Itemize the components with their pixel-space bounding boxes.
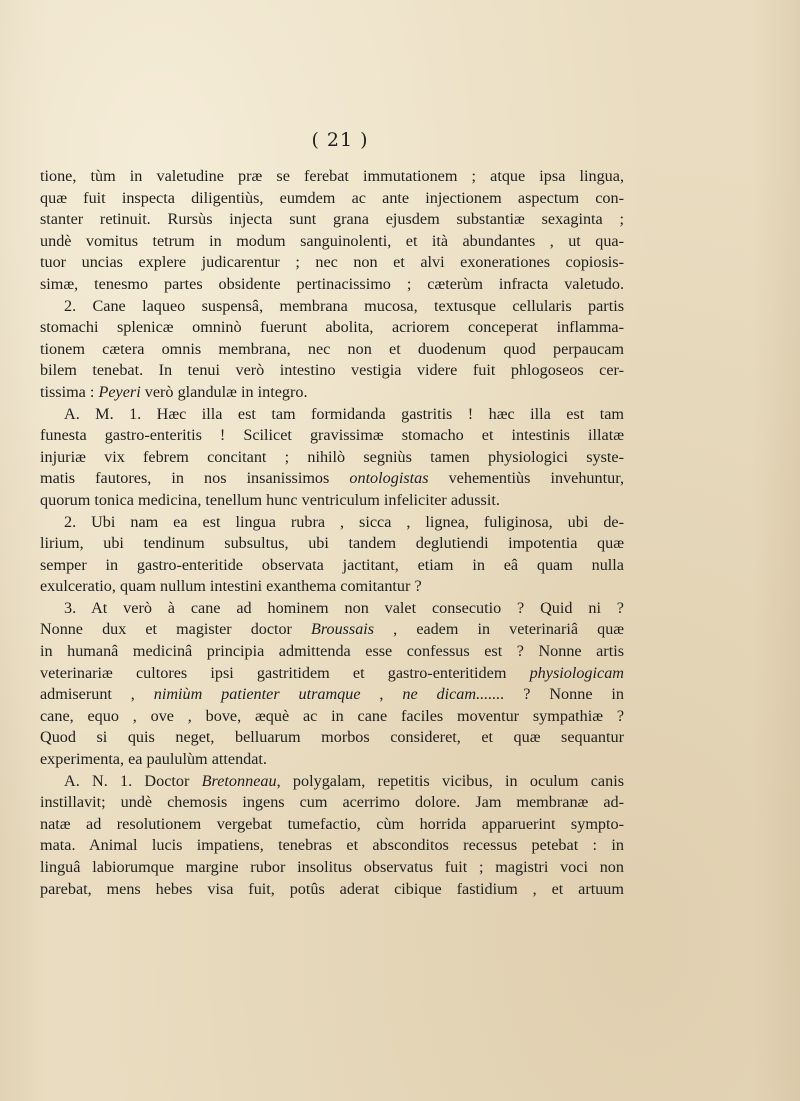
italic-text: ne dicam.......: [402, 685, 505, 704]
italic-text: nimiùm patienter utramque: [153, 685, 361, 704]
text-line: admiserunt , nimiùm patienter utramque , ne dicam....... ? Nonne in: [40, 685, 624, 704]
text-line: semper in gastro-enteritide observata jactitant, etiam in eâ quam nulla: [40, 555, 624, 574]
text-line: natæ ad resolutionem vergebat tumefactio, cùm horrida apparuerint sympto-: [40, 814, 624, 833]
body-text: [40, 166, 624, 900]
text-line: experimenta, ea paululùm attendat.: [40, 750, 267, 769]
text-line: tione, tùm in valetudine præ se ferebat immutationem ; atque ipsa lingua,: [40, 167, 624, 185]
page-number: ( 21 ): [311, 129, 369, 151]
text-line: quorum tonica medicina, tenellum hunc ventriculum infeliciter adussit.: [40, 490, 500, 509]
italic-text: Bretonneau: [201, 771, 277, 790]
text-line: simæ, tenesmo partes obsidente pertinacissimo ; cæterùm infracta valetudo.: [40, 274, 624, 293]
text-line: matis fautores, in nos insanissimos ontologistas vehementiùs invehuntur,: [40, 469, 624, 488]
text-line: A. N. 1. Doctor Bretonneau, polygalam, repetitis vicibus, in oculum canis: [64, 771, 624, 790]
text-line: stomachi splenicæ omninò fuerunt abolita, acriorem conceperat inflamma-: [40, 318, 624, 337]
text-line: A. M. 1. Hæc illa est tam formidanda gastritis ! hæc illa est tam: [64, 404, 624, 423]
text-line: funesta gastro-enteritis ! Scilicet gravissimæ stomacho et intestinis illatæ: [40, 426, 624, 445]
text-line: linguâ labiorumque margine rubor insolitus observatus fuit ; magistri voci non: [40, 858, 624, 876]
italic-text: ontologistas: [349, 469, 429, 488]
text-line: instillavit; undè chemosis ingens cum acerrimo dolore. Jam membranæ ad-: [40, 793, 624, 812]
text-line: injuriæ vix febrem concitant ; nihilò segniùs tamen physiologici syste-: [40, 447, 624, 466]
text-line: lirium, ubi tendinum subsultus, ubi tandem deglutiendi impotentia quæ: [40, 534, 624, 553]
text-line: tuor uncias explere judicarentur ; nec non et alvi exonerationes copiosis-: [40, 253, 624, 272]
italic-text: Broussais: [311, 621, 375, 639]
text-line: veterinariæ cultores ipsi gastritidem et gastro-enteritidem physiologicam: [40, 663, 624, 682]
italic-text: physiologicam: [529, 663, 624, 682]
text-line: Nonne dux et magister doctor Broussais , eadem in veterinariâ quæ: [40, 621, 625, 639]
text-line: 2. Ubi nam ea est lingua rubra , sicca , lignea, fuliginosa, ubi de-: [64, 512, 624, 531]
text-line: undè vomitus tetrum in modum sanguinolenti, et ità abundantes , ut qua-: [40, 231, 624, 250]
text-line: 3. At verò à cane ad hominem non valet consecutio ? Quid ni ?: [64, 598, 624, 617]
text-line: Quod si quis neget, belluarum morbos consideret, et quæ sequantur: [40, 728, 624, 747]
text-line: cane, equo , ove , bove, æquè ac in cane faciles moventur sympathiæ ?: [40, 706, 624, 725]
text-line: tissima : Peyeri verò glandulæ in integro.: [40, 382, 308, 401]
text-line: 2. Cane laqueo suspensâ, membrana mucosa, textusque cellularis partis: [64, 296, 624, 315]
text-line: stanter retinuit. Rursùs injecta sunt grana ejusdem substantiæ sexaginta ;: [40, 210, 624, 229]
italic-text: Peyeri: [98, 382, 141, 401]
text-line: quæ fuit inspecta diligentiùs, eumdem ac ante injectionem aspectum con-: [40, 188, 624, 207]
text-line: exulceratio, quam nullum intestini exanthema comitantur ?: [40, 577, 422, 596]
text-line: tionem cætera omnis membrana, nec non et duodenum quod perpaucam: [40, 339, 624, 358]
text-line: bilem tenebat. In tenui verò intestino vestigia videre fuit phlogoseos cer-: [40, 361, 624, 380]
text-line: in humanâ medicinâ principia admittenda esse confessus est ? Nonne artis: [40, 642, 624, 661]
text-line: mata. Animal lucis impatiens, tenebras et absconditos recessus petebat : in: [40, 836, 624, 855]
text-line: parebat, mens hebes visa fuit, potûs aderat cibique fastidium , et artuum: [40, 879, 624, 898]
